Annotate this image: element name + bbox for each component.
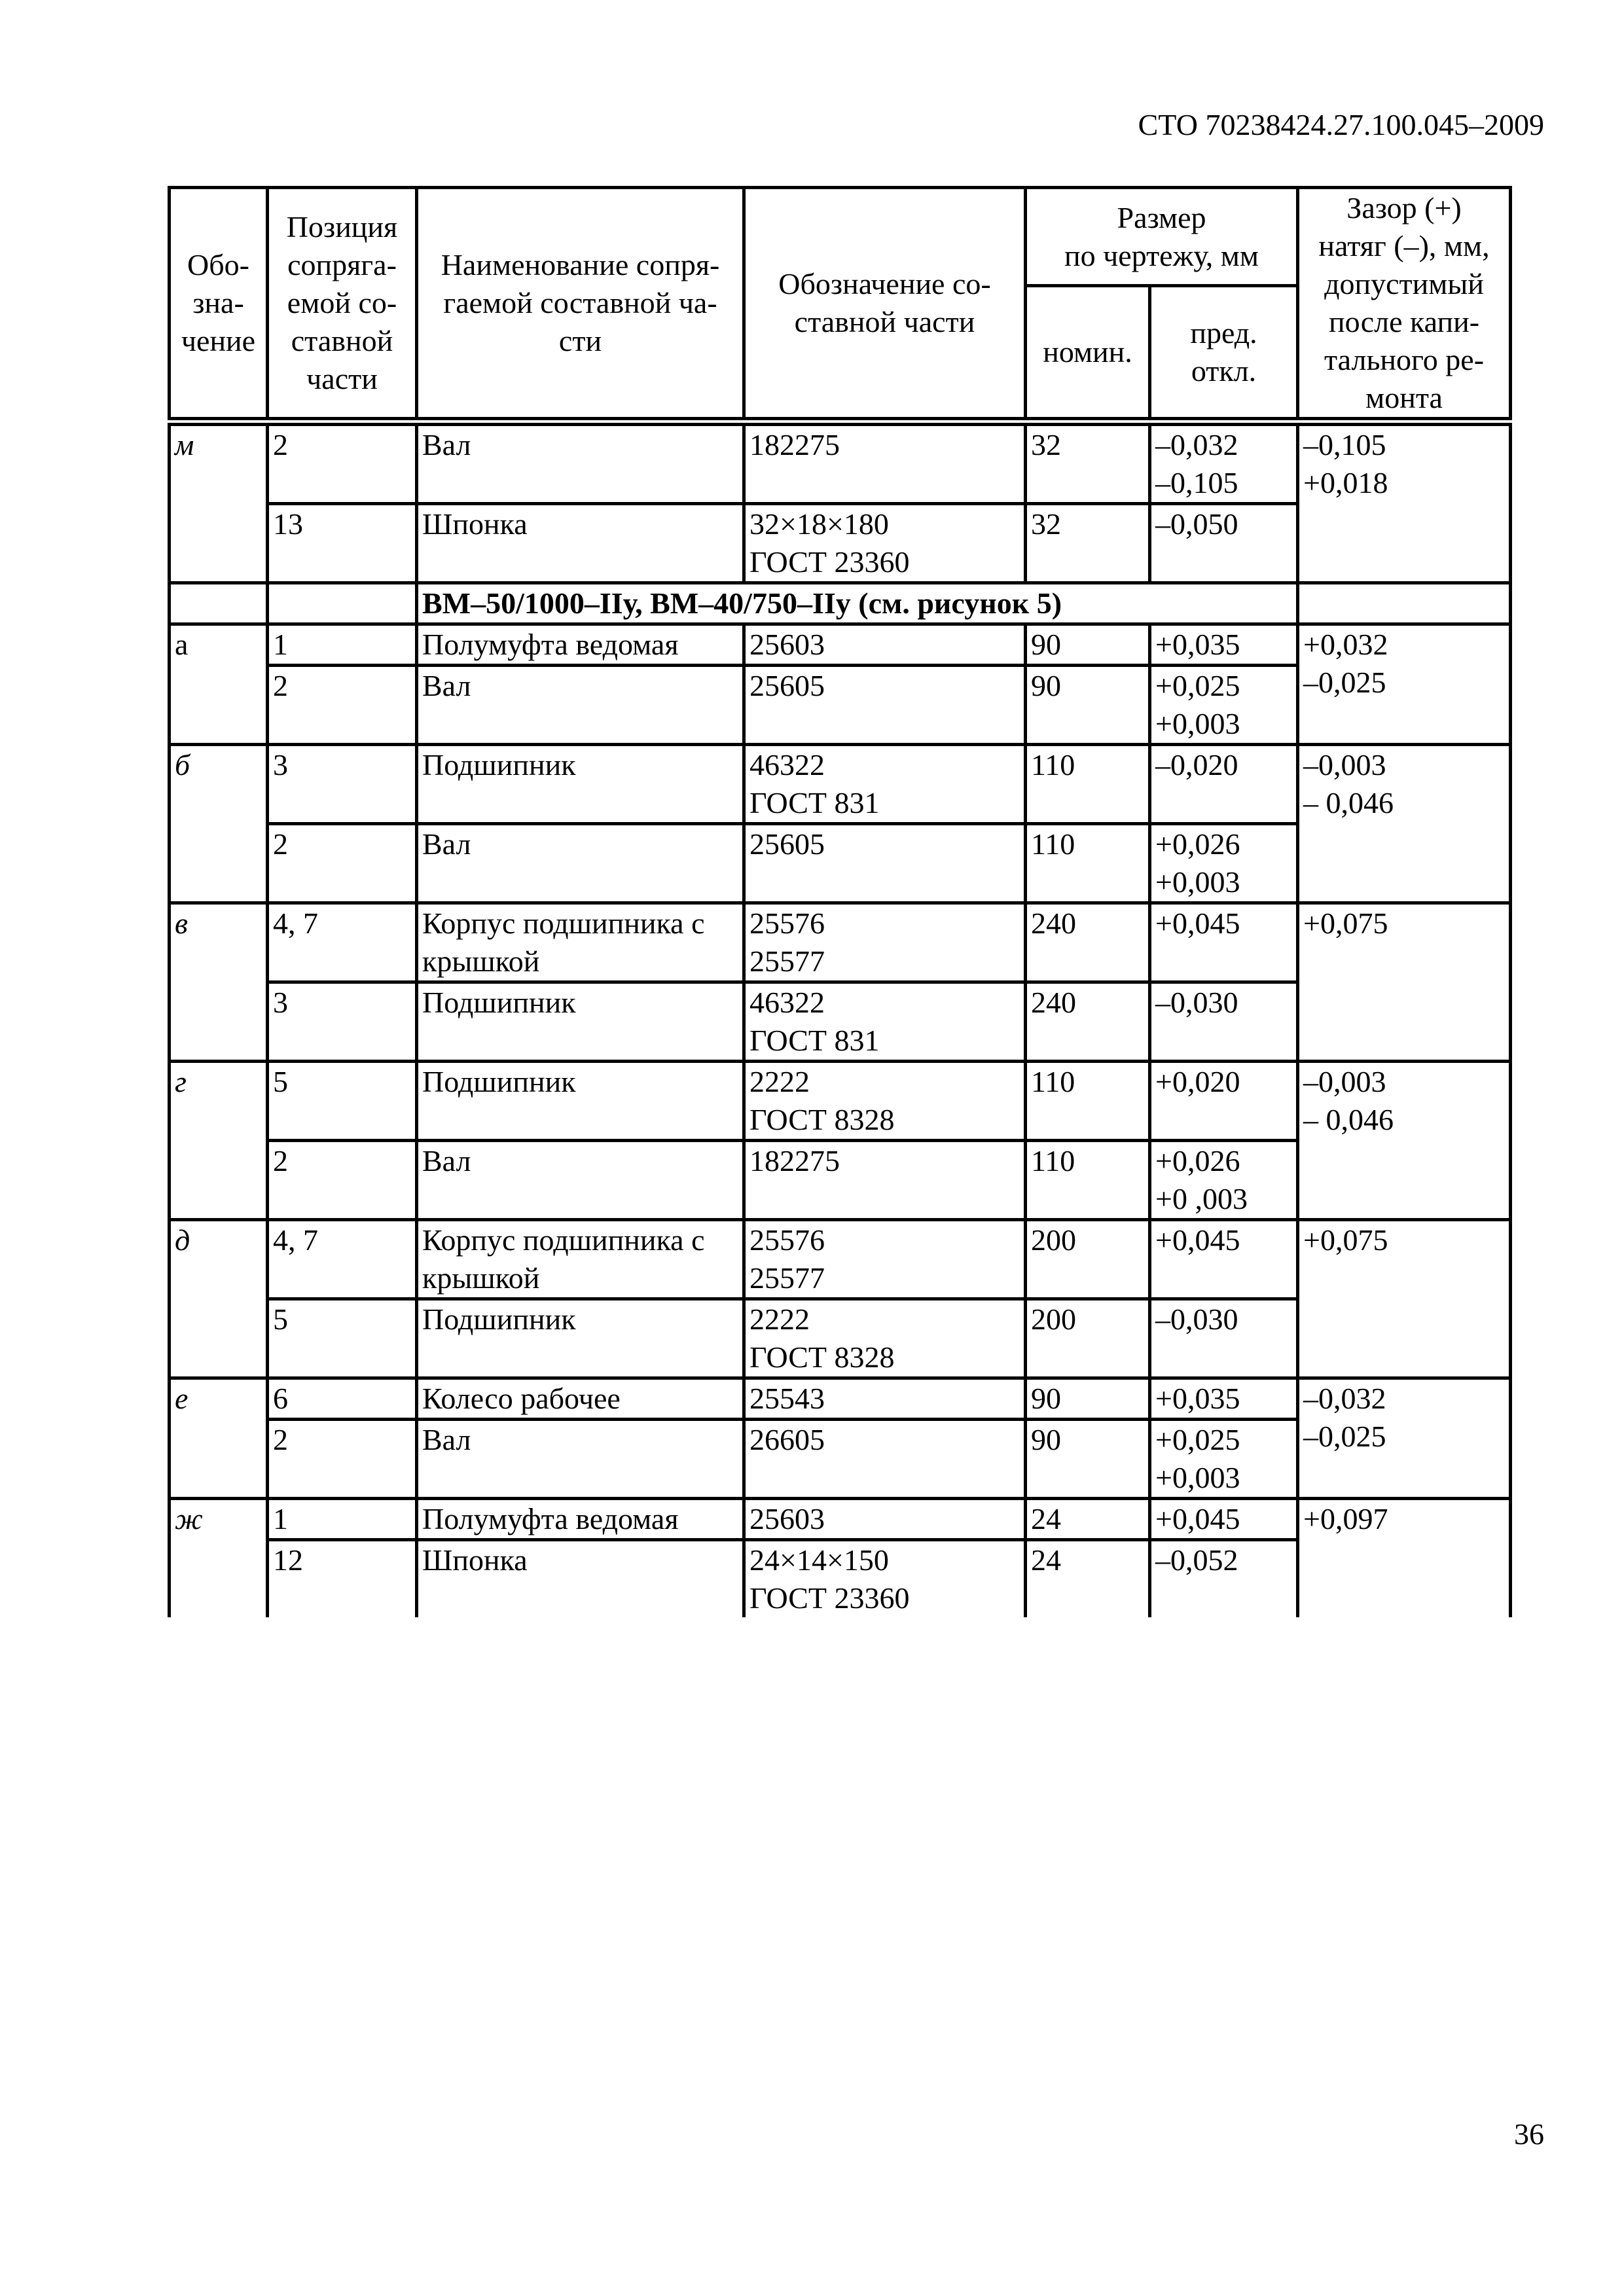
fit-clearance-table (168, 186, 1512, 1617)
size-nominal: 110 (1026, 824, 1150, 903)
fit-clearance: +0,097 (1298, 1499, 1511, 1618)
size-deviation: +0,026 +0,003 (1150, 824, 1298, 903)
part-code: 182275 (744, 1141, 1026, 1220)
size-nominal: 24 (1026, 1540, 1150, 1618)
size-nominal: 32 (1026, 422, 1150, 504)
part-name: Подшипник (417, 1299, 744, 1378)
part-position: 4, 7 (268, 1220, 417, 1299)
section-empty-cell (268, 583, 417, 624)
part-position: 2 (268, 666, 417, 745)
fit-clearance: –0,105 +0,018 (1298, 422, 1511, 583)
part-position: 2 (268, 1141, 417, 1220)
part-name: Шпонка (417, 504, 744, 583)
part-code: 26605 (744, 1420, 1026, 1499)
size-deviation: +0,045 (1150, 903, 1298, 982)
size-nominal: 110 (1026, 745, 1150, 824)
size-nominal: 110 (1026, 1062, 1150, 1141)
col-header-part-name: Наименование сопря- гаемой составной ча- сти (417, 188, 744, 422)
part-code: 182275 (744, 422, 1026, 504)
table-row (170, 1062, 1511, 1141)
col-header-drawing-size: Размер по чертежу, мм (1026, 188, 1298, 286)
part-code: 25576 25577 (744, 1220, 1026, 1299)
part-name: Подшипник (417, 1062, 744, 1141)
part-name: Вал (417, 1420, 744, 1499)
fit-clearance: +0,032 –0,025 (1298, 624, 1511, 745)
size-deviation: +0,045 (1150, 1499, 1298, 1540)
table-row (170, 745, 1511, 824)
part-code: 46322 ГОСТ 831 (744, 982, 1026, 1062)
part-position: 1 (268, 1499, 417, 1540)
document-code: СТО 70238424.27.100.045–2009 (1138, 108, 1544, 141)
part-name: Подшипник (417, 745, 744, 824)
size-deviation: –0,030 (1150, 1299, 1298, 1378)
part-code: 2222 ГОСТ 8328 (744, 1062, 1026, 1141)
fit-designation: б (170, 745, 268, 903)
part-code: 25576 25577 (744, 903, 1026, 982)
size-nominal: 240 (1026, 903, 1150, 982)
part-name: Вал (417, 1141, 744, 1220)
section-title: ВМ–50/1000–IIу, ВМ–40/750–IIу (см. рисунок 5) (417, 583, 1298, 624)
size-nominal: 90 (1026, 624, 1150, 666)
size-deviation: +0,026 +0 ,003 (1150, 1141, 1298, 1220)
fit-clearance: +0,075 (1298, 903, 1511, 1062)
size-deviation: +0,025 +0,003 (1150, 1420, 1298, 1499)
part-position: 3 (268, 982, 417, 1062)
section-empty-cell (170, 583, 268, 624)
col-header-position: Позиция сопряга- емой со- ставной части (268, 188, 417, 422)
part-name: Полумуфта ведомая (417, 624, 744, 666)
fit-designation: в (170, 903, 268, 1062)
col-header-nominal: номин. (1026, 286, 1150, 422)
size-deviation: +0,045 (1150, 1220, 1298, 1299)
size-nominal: 90 (1026, 1378, 1150, 1420)
fit-designation: д (170, 1220, 268, 1378)
part-name: Вал (417, 824, 744, 903)
fit-designation: ж (170, 1499, 268, 1618)
size-nominal: 24 (1026, 1499, 1150, 1540)
part-name: Корпус подшипника с крышкой (417, 1220, 744, 1299)
fit-designation: а (170, 624, 268, 745)
size-deviation: +0,020 (1150, 1062, 1298, 1141)
fit-clearance: +0,075 (1298, 1220, 1511, 1378)
size-deviation: –0,052 (1150, 1540, 1298, 1618)
size-deviation: –0,050 (1150, 504, 1298, 583)
size-deviation: +0,035 (1150, 1378, 1298, 1420)
part-position: 4, 7 (268, 903, 417, 982)
col-header-deviation: пред. откл. (1150, 286, 1298, 422)
part-position: 13 (268, 504, 417, 583)
part-position: 2 (268, 1420, 417, 1499)
part-position: 5 (268, 1299, 417, 1378)
size-deviation: –0,020 (1150, 745, 1298, 824)
fit-clearance: –0,003 – 0,046 (1298, 745, 1511, 903)
table-row (170, 1499, 1511, 1540)
size-deviation: +0,035 (1150, 624, 1298, 666)
size-nominal: 90 (1026, 1420, 1150, 1499)
part-position: 5 (268, 1062, 417, 1141)
size-nominal: 110 (1026, 1141, 1150, 1220)
part-name: Корпус подшипника с крышкой (417, 903, 744, 982)
part-code: 25603 (744, 624, 1026, 666)
part-position: 12 (268, 1540, 417, 1618)
part-name: Полумуфта ведомая (417, 1499, 744, 1540)
table-row (170, 903, 1511, 982)
part-name: Вал (417, 666, 744, 745)
fit-clearance: –0,003 – 0,046 (1298, 1062, 1511, 1220)
section-empty-cell (1298, 583, 1511, 624)
part-name: Колесо рабочее (417, 1378, 744, 1420)
size-nominal: 200 (1026, 1220, 1150, 1299)
fit-clearance: –0,032 –0,025 (1298, 1378, 1511, 1499)
part-code: 25605 (744, 666, 1026, 745)
table-body (170, 422, 1511, 1617)
size-nominal: 200 (1026, 1299, 1150, 1378)
page-number: 36 (1514, 2117, 1544, 2151)
part-name: Вал (417, 422, 744, 504)
part-position: 3 (268, 745, 417, 824)
table-row (170, 422, 1511, 504)
part-code: 2222 ГОСТ 8328 (744, 1299, 1026, 1378)
part-position: 6 (268, 1378, 417, 1420)
fit-designation: г (170, 1062, 268, 1220)
part-code: 25543 (744, 1378, 1026, 1420)
part-code: 46322 ГОСТ 831 (744, 745, 1026, 824)
size-nominal: 90 (1026, 666, 1150, 745)
part-code: 25603 (744, 1499, 1026, 1540)
part-code: 24×14×150 ГОСТ 23360 (744, 1540, 1026, 1618)
size-deviation: +0,025 +0,003 (1150, 666, 1298, 745)
size-nominal: 240 (1026, 982, 1150, 1062)
col-header-part-code: Обозначение со- ставной части (744, 188, 1026, 422)
size-nominal: 32 (1026, 504, 1150, 583)
col-header-clearance: Зазор (+) натяг (–), мм, допустимый после капи- тального ре- монта (1298, 188, 1511, 422)
part-code: 32×18×180 ГОСТ 23360 (744, 504, 1026, 583)
part-position: 2 (268, 422, 417, 504)
part-name: Подшипник (417, 982, 744, 1062)
table-row (170, 624, 1511, 666)
size-deviation: –0,030 (1150, 982, 1298, 1062)
table-row (170, 1220, 1511, 1299)
size-deviation: –0,032 –0,105 (1150, 422, 1298, 504)
part-name: Шпонка (417, 1540, 744, 1618)
col-header-designation: Обо- зна- чение (170, 188, 268, 422)
fit-designation: м (170, 422, 268, 583)
table-row (170, 1378, 1511, 1420)
part-position: 2 (268, 824, 417, 903)
section-row (170, 583, 1511, 624)
fit-designation: е (170, 1378, 268, 1499)
part-position: 1 (268, 624, 417, 666)
part-code: 25605 (744, 824, 1026, 903)
